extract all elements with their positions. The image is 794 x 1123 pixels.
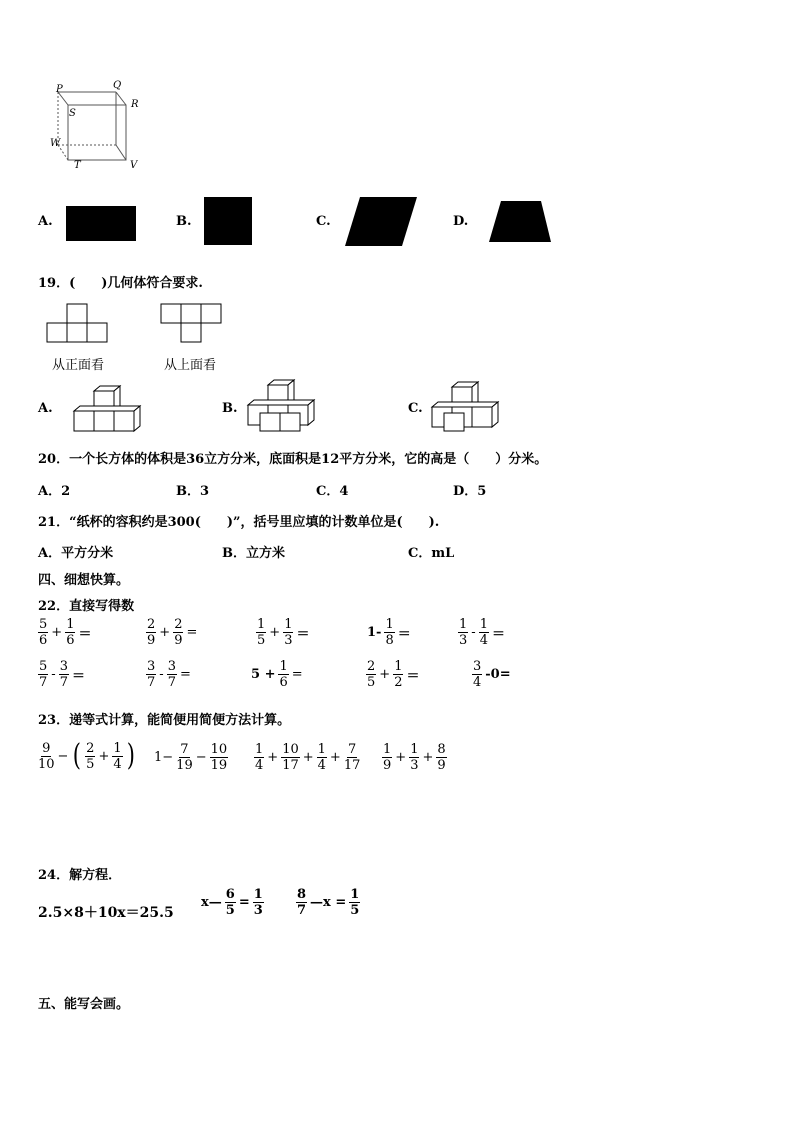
q20-option-b: B．3 xyxy=(176,484,210,499)
q22-item-4: 1- $\frac{1}{8}$ ＝ xyxy=(367,617,411,648)
cube-label-v: V xyxy=(130,160,138,171)
q23-expression-4: $\frac{1}{9}$ + $\frac{1}{3}$ + $\frac{8}{9}$ xyxy=(383,742,446,773)
q22-item-1: $\frac{5}{6}$ + $\frac{1}{6}$ ＝ xyxy=(39,617,92,648)
q18-option-c-label: C. xyxy=(316,214,331,229)
q18-option-d-trapezoid xyxy=(489,201,554,243)
q22-item-5: $\frac{1}{3}$ - $\frac{1}{4}$ ＝ xyxy=(459,617,505,648)
q18-option-b-square xyxy=(204,197,252,245)
q19-option-b-label: B. xyxy=(222,401,238,416)
q18-option-c-parallelogram xyxy=(345,197,420,247)
q18-option-d-label: D. xyxy=(453,214,469,229)
q21-option-a: A．平方分米 xyxy=(38,546,114,561)
q20-option-a: A．2 xyxy=(38,484,71,499)
q24-equation-1: 2.5×8＋10x＝25.5 xyxy=(38,905,174,921)
cube-figure xyxy=(48,80,158,175)
q24-equation-2: x— $\frac{6}{5}$ = $\frac{1}{3}$ xyxy=(201,887,263,918)
cube-label-p: P xyxy=(56,84,63,95)
q18-option-a-rectangle xyxy=(66,206,136,241)
q22-item-3: $\frac{1}{5}$ + $\frac{1}{3}$ ＝ xyxy=(257,617,310,648)
q23-title: 23．递等式计算，能简便用简便方法计算。 xyxy=(38,713,291,728)
q24-title: 24．解方程． xyxy=(38,868,122,883)
q19-option-a-label: A. xyxy=(38,401,53,416)
q19-option-b-blocks xyxy=(246,380,318,434)
q18-option-a-label: A. xyxy=(38,214,53,229)
q22-item-7: $\frac{3}{7}$ - $\frac{3}{7}$ = xyxy=(147,659,191,690)
q19-option-a-blocks xyxy=(72,386,144,434)
q19-option-c-label: C. xyxy=(408,401,423,416)
cube-label-q: Q xyxy=(113,80,122,91)
q23-expression-3: $\frac{1}{4}$ + $\frac{10}{17}$ + $\frac{1}{4}$ + $\frac{7}{17}$ xyxy=(255,742,361,773)
cube-label-s: S xyxy=(69,108,76,119)
top-view-caption: 从上面看 xyxy=(164,358,217,373)
cube-label-t: T xyxy=(74,160,81,171)
q21-option-b: B．立方米 xyxy=(222,546,285,561)
section-4-heading: 四、细想快算。 xyxy=(38,573,130,588)
q21-option-c: C．mL xyxy=(408,546,455,561)
front-view-figure xyxy=(47,304,107,344)
q20-option-c: C．4 xyxy=(316,484,349,499)
q22-item-2: $\frac{2}{9}$ + $\frac{2}{9}$ = xyxy=(147,617,198,648)
q19-stem: 19．( )几何体符合要求. xyxy=(38,276,203,291)
top-view-figure xyxy=(161,304,221,344)
q22-title: 22．直接写得数 xyxy=(38,599,135,614)
front-view-caption: 从正面看 xyxy=(52,358,105,373)
q22-item-6: $\frac{5}{7}$ - $\frac{3}{7}$ ＝ xyxy=(39,659,85,690)
cube-label-w: W xyxy=(50,138,61,149)
q18-option-b-label: B. xyxy=(176,214,192,229)
q23-expression-1: $\frac{9}{10}$ − ( $\frac{2}{5}$ + $\frac{1}{4}$ ) xyxy=(38,738,135,773)
q22-item-8: 5 + $\frac{1}{6}$ = xyxy=(251,659,303,690)
q24-equation-3: $\frac{8}{7}$ —x = $\frac{1}{5}$ xyxy=(297,887,360,918)
q20-option-d: D．5 xyxy=(453,484,487,499)
cube-label-r: R xyxy=(131,99,139,110)
q22-item-10: $\frac{3}{4}$ -0= xyxy=(473,659,511,690)
q22-item-9: $\frac{2}{5}$ + $\frac{1}{2}$ ＝ xyxy=(367,659,420,690)
section-5-heading: 五、能写会画。 xyxy=(38,997,130,1012)
q21-stem: 21．“纸杯的容积约是300( )”，括号里应填的计数单位是( ). xyxy=(38,515,440,530)
q20-stem: 20．一个长方体的体积是36立方分米，底面积是12平方分米，它的高是（ ）分米。 xyxy=(38,452,548,467)
q23-expression-2: 1− $\frac{7}{19}$ − $\frac{10}{19}$ xyxy=(154,742,228,773)
q19-option-c-blocks xyxy=(430,382,502,434)
